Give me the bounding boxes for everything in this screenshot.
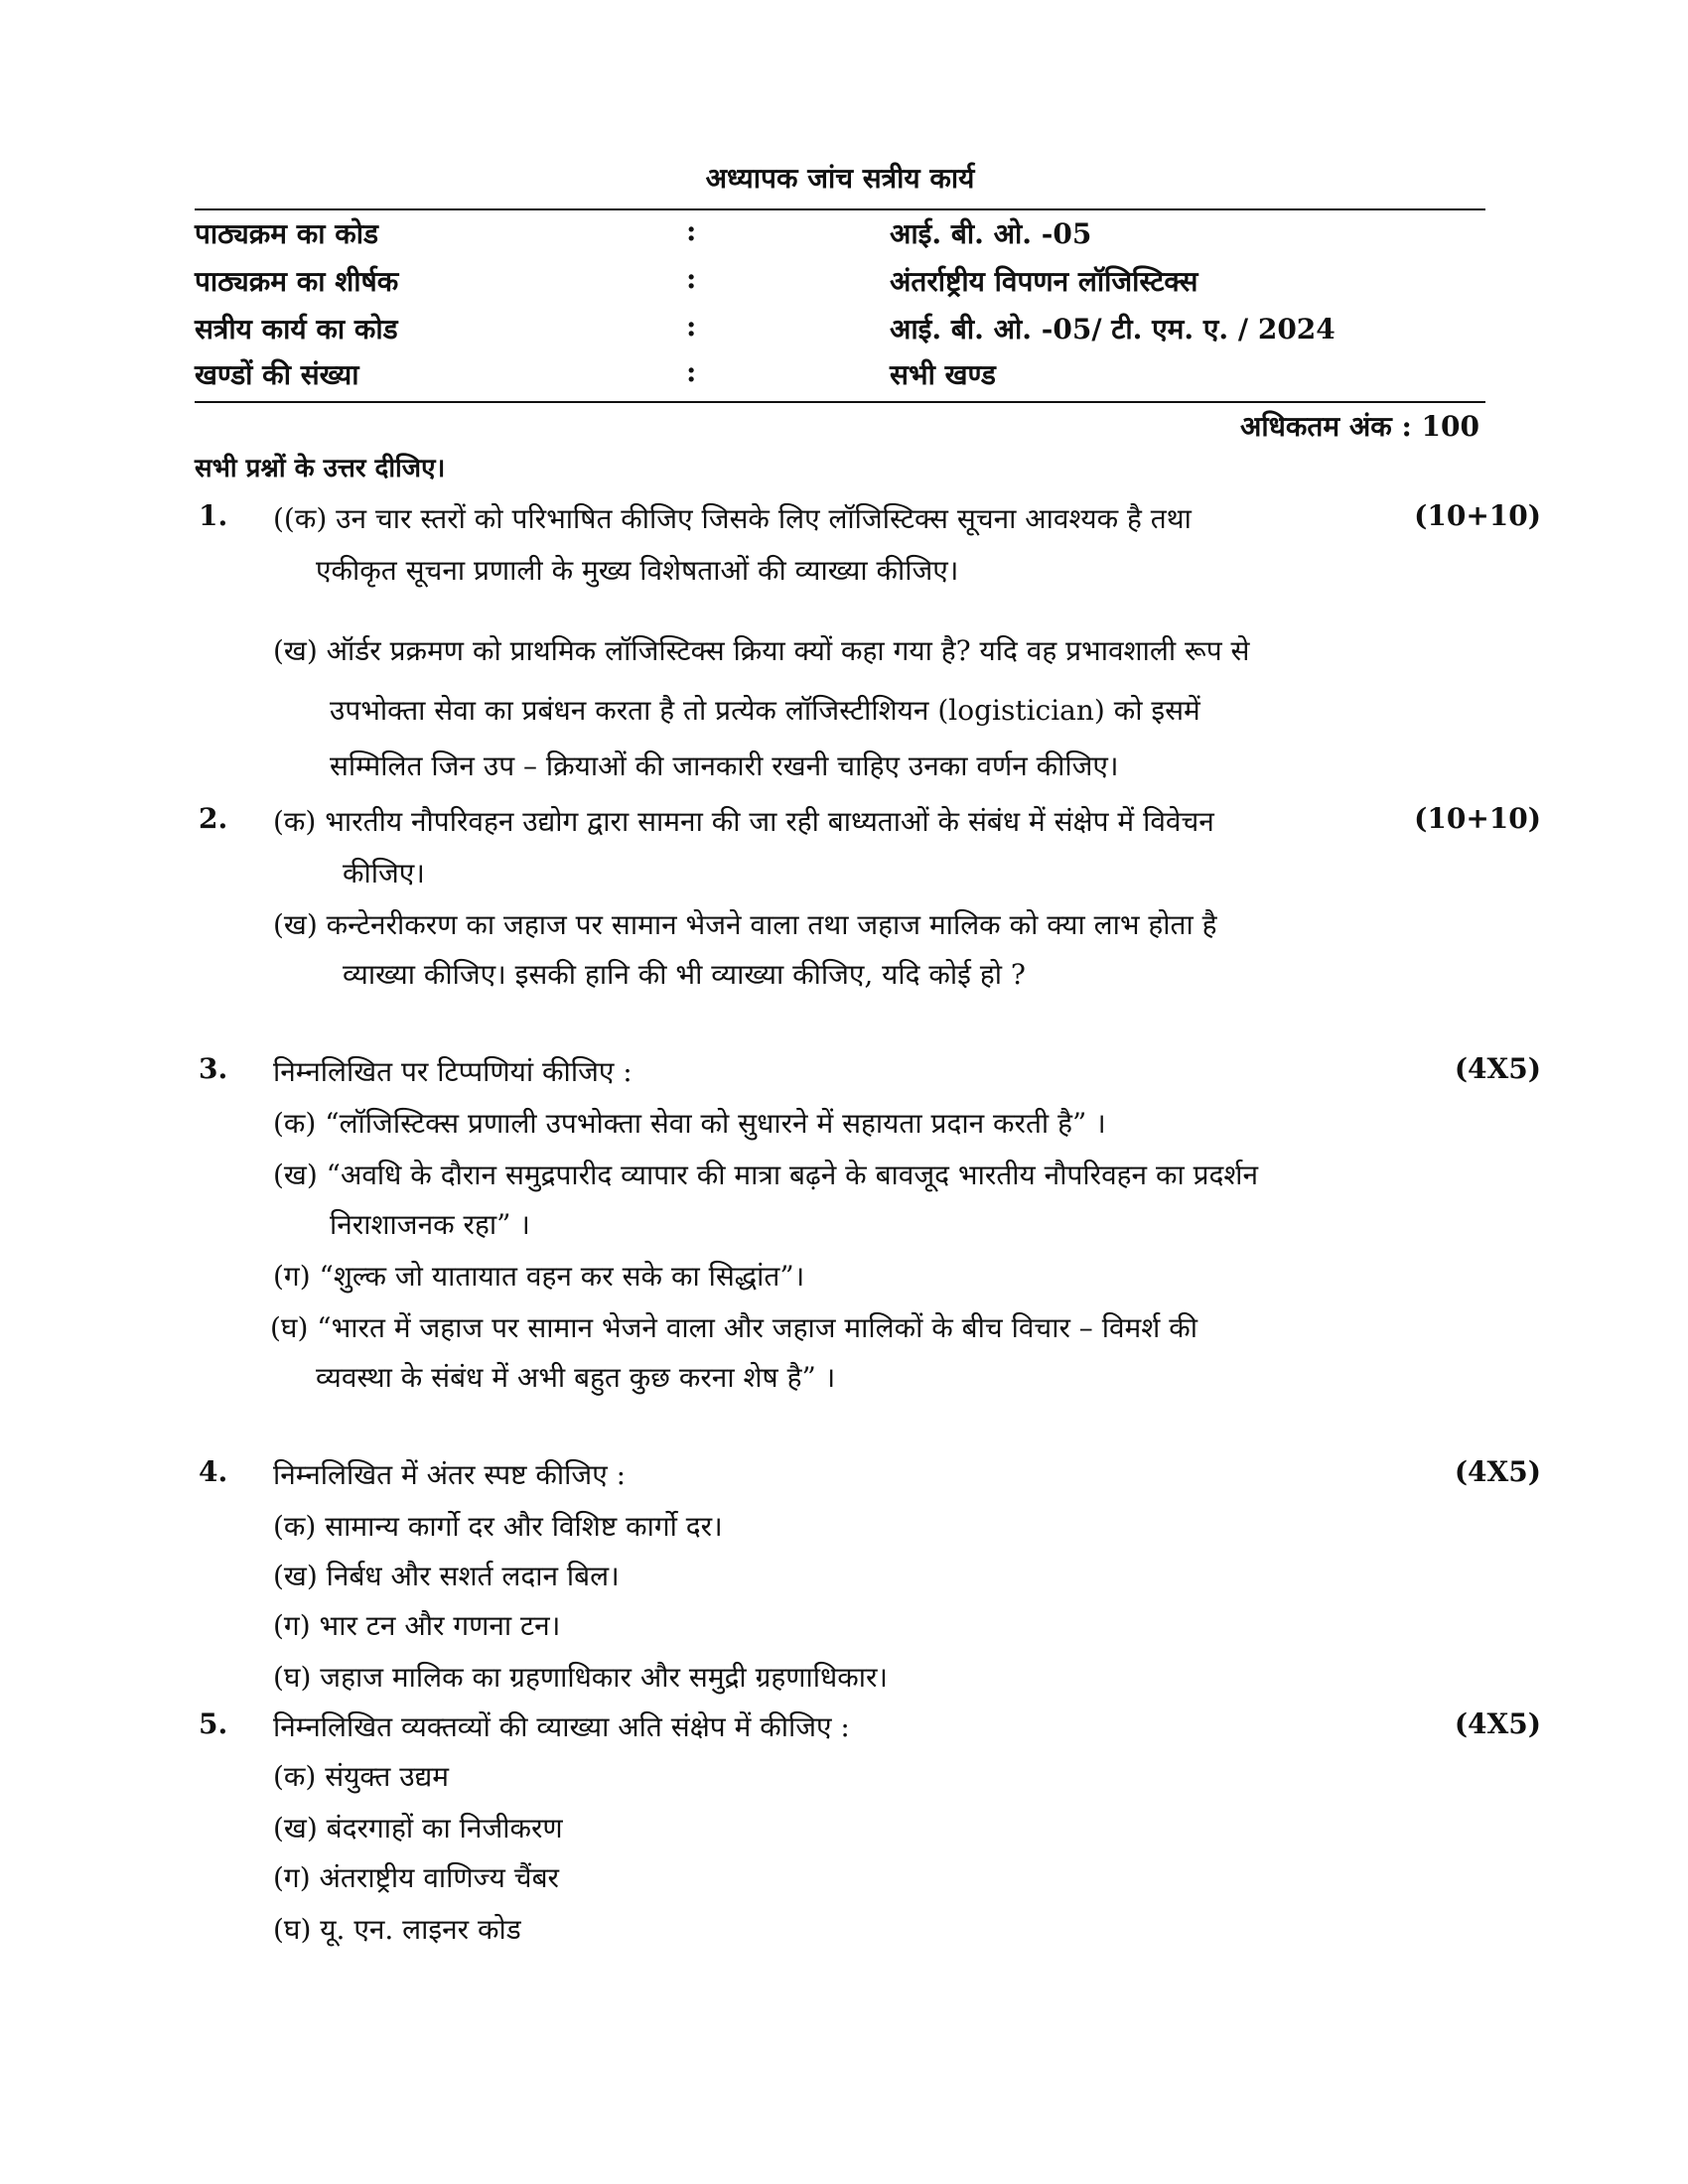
question-line: (ग) “शुल्क जो यातायात वहन कर सके का सिद्धांत”। — [273, 1260, 805, 1293]
question-line: (क) भारतीय नौपरिवहन उद्योग द्वारा सामना की जा रही बाध्यताओं के संबंध में संक्षेप में विवेचन — [273, 805, 1214, 838]
question-number: 2. — [199, 802, 228, 835]
info-row-course-code — [195, 214, 1485, 258]
question-line: व्याख्या कीजिए। इसकी हानि की भी व्याख्या कीजिए, यदि कोई हो ? — [343, 958, 1026, 991]
question-line: निम्नलिखित में अंतर स्पष्ट कीजिए : — [273, 1458, 627, 1491]
question-line: (ख) “अवधि के दौरान समुद्रपारीद व्यापार की मात्रा बढ़ने के बावजूद भारतीय नौपरिवहन का प्रदर्शन — [273, 1159, 1258, 1191]
info-row-assignment-code — [195, 310, 1485, 353]
question-line: (घ) “भारत में जहाज पर सामान भेजने वाला और जहाज मालिकों के बीच विचार – विमर्श की — [270, 1311, 1197, 1344]
question-line: एकीकृत सूचना प्रणाली के मुख्य विशेषताओं की व्याख्या कीजिए। — [316, 554, 959, 587]
info-label: खण्डों की संख्या — [195, 358, 359, 391]
info-colon: : — [686, 214, 697, 247]
question-number: 5. — [199, 1707, 228, 1740]
info-colon: : — [686, 355, 697, 388]
question-line: (ख) कन्टेनरीकरण का जहाज पर सामान भेजने वाला तथा जहाज मालिक को क्या लाभ होता है — [273, 908, 1217, 941]
info-row-blocks — [195, 355, 1485, 399]
question-marks: (4X5) — [1454, 1455, 1541, 1488]
question-line: निम्नलिखित व्यक्तव्यों की व्याख्या अति संक्षेप में कीजिए : — [273, 1710, 850, 1743]
info-value: आई. बी. ओ. -05/ टी. एम. ए. / 2024 — [890, 313, 1336, 345]
question-line: निम्नलिखित पर टिप्पणियां कीजिए : — [273, 1055, 633, 1088]
question-marks: (4X5) — [1454, 1052, 1541, 1085]
header-bottom-rule — [195, 401, 1485, 403]
question-line: (ग) अंतराष्ट्रीय वाणिज्य चैंबर — [273, 1861, 560, 1894]
header-top-rule — [195, 208, 1485, 210]
question-line: (ख) निर्बध और सशर्त लदान बिल। — [273, 1560, 620, 1592]
question-line: उपभोक्ता सेवा का प्रबंधन करता है तो प्रत्येक लॉजिस्टीशियन (logistician) को इसमें — [330, 694, 1200, 727]
question-line: (ख) बंदरगाहों का निजीकरण — [273, 1812, 563, 1844]
question-marks: (10+10) — [1414, 802, 1541, 835]
question-number: 1. — [199, 499, 228, 532]
question-line: सम्मिलित जिन उप – क्रियाओं की जानकारी रखनी चाहिए उनका वर्णन कीजिए। — [330, 750, 1119, 782]
question-line: ((क) उन चार स्तरों को परिभाषित कीजिए जिसके लिए लॉजिस्टिक्स सूचना आवश्यक है तथा — [273, 502, 1192, 535]
info-colon: : — [686, 310, 697, 342]
info-label: पाठ्यक्रम का कोड — [195, 217, 379, 250]
info-value: अंतर्राष्ट्रीय विपणन लॉजिस्टिक्स — [890, 265, 1198, 298]
question-line: निराशाजनक रहा” । — [330, 1208, 530, 1241]
document-title: अध्यापक जांच सत्रीय कार्य — [705, 162, 975, 195]
question-marks: (4X5) — [1454, 1707, 1541, 1740]
question-line: कीजिए। — [343, 857, 425, 889]
info-colon: : — [686, 262, 697, 295]
info-value: आई. बी. ओ. -05 — [890, 217, 1092, 250]
info-row-course-title — [195, 262, 1485, 306]
info-label: सत्रीय कार्य का कोड — [195, 313, 398, 345]
question-line: (घ) यू. एन. लाइनर कोड — [273, 1913, 521, 1946]
question-line: (क) सामान्य कार्गो दर और विशिष्ट कार्गो दर। — [273, 1510, 723, 1543]
question-line: (ग) भार टन और गणना टन। — [273, 1609, 561, 1642]
question-number: 4. — [199, 1455, 228, 1488]
max-marks: अधिकतम अंक : 100 — [1240, 410, 1479, 443]
info-label: पाठ्यक्रम का शीर्षक — [195, 265, 399, 298]
instructions: सभी प्रश्नों के उत्तर दीजिए। — [195, 454, 446, 483]
question-number: 3. — [199, 1052, 228, 1085]
question-line: (घ) जहाज मालिक का ग्रहणाधिकार और समुद्री ग्रहणाधिकार। — [273, 1661, 889, 1694]
question-marks: (10+10) — [1414, 499, 1541, 532]
question-line: (क) संयुक्त उद्यम — [273, 1760, 450, 1793]
info-value: सभी खण्ड — [890, 358, 996, 391]
question-line: (ख) ऑर्डर प्रक्रमण को प्राथमिक लॉजिस्टिक्स क्रिया क्यों कहा गया है? यदि वह प्रभावशाली रूप से — [273, 634, 1250, 667]
question-line: (क) “लॉजिस्टिक्स प्रणाली उपभोक्ता सेवा को सुधारने में सहायता प्रदान करती है” । — [273, 1107, 1106, 1140]
question-line: व्यवस्था के संबंध में अभी बहुत कुछ करना शेष है” । — [316, 1361, 836, 1394]
